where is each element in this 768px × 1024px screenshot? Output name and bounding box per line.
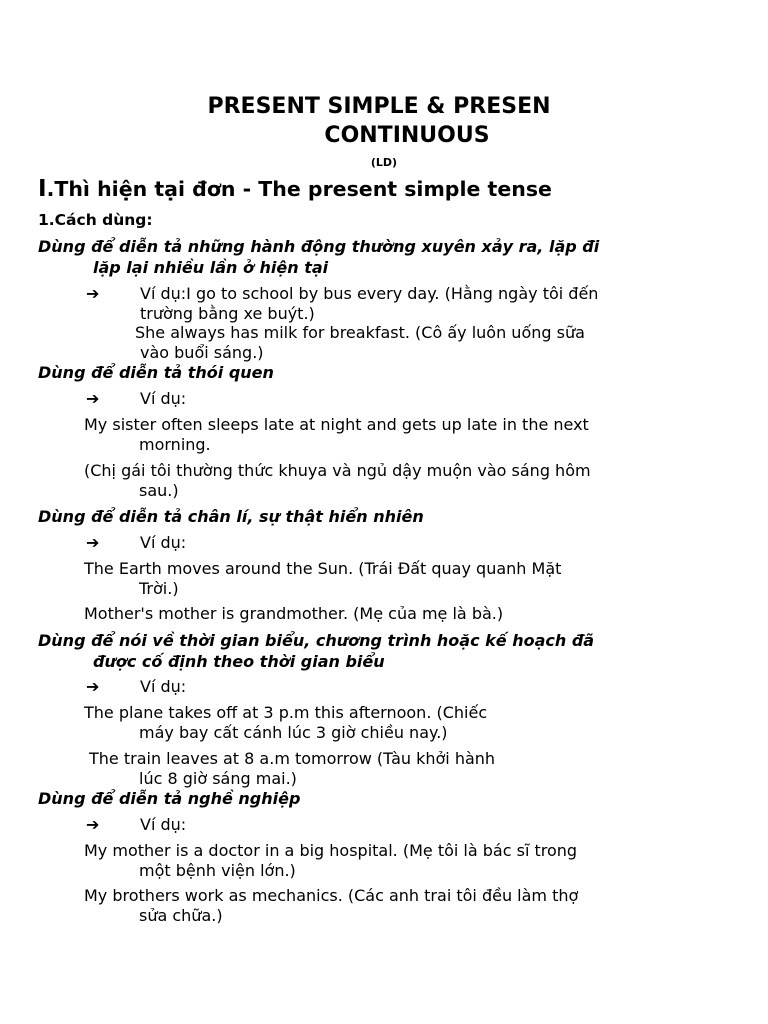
example-5	[84, 559, 561, 599]
example-10	[84, 886, 578, 926]
title-line-1: PRESENT SIMPLE & PRESEN	[207, 94, 551, 119]
example-8-line-2: lúc 8 giờ sáng mai.)	[139, 769, 297, 788]
example-4-line-2: sau.)	[139, 481, 179, 500]
usage-rule-2-line-1: Dùng để diễn tả thói quen	[38, 363, 274, 382]
example-row-5	[86, 815, 186, 835]
section-heading	[38, 176, 552, 202]
example-5-line-2: Trời.)	[139, 579, 179, 598]
example-7-line-2: máy bay cất cánh lúc 3 giờ chiều nay.)	[139, 723, 448, 742]
example-7-line-1: The plane takes off at 3 p.m this afternoon. (Chiếc	[84, 703, 488, 722]
usage-rule-1-line-2: lặp lại nhiều lần ở hiện tại	[93, 258, 329, 277]
heading-roman-numeral: I	[38, 176, 47, 202]
example-4-line-1: (Chị gái tôi thường thức khuya và ngủ dậy muộn vào sáng hôm	[84, 461, 591, 480]
example-3-line-2: morning.	[139, 435, 211, 454]
usage-rule-4-line-2: được cố định theo thời gian biểu	[93, 652, 385, 671]
example-9	[84, 841, 577, 881]
arrow-icon: ➔	[86, 389, 100, 408]
example-1-line-1: Ví dụ:I go to school by bus every day. (Hằng ngày tôi đến	[140, 284, 599, 303]
usage-rule-5	[38, 788, 300, 809]
usage-rule-3-line-1: Dùng để diễn tả chân lí, sự thật hiển nhiên	[38, 507, 424, 526]
example-2-line-1: She always has milk for breakfast. (Cô ấy luôn uống sữa	[135, 323, 585, 342]
vi-du-label: Ví dụ:	[140, 677, 187, 696]
subheading: 1.Cách dùng:	[38, 211, 153, 229]
example-1-line-2: trường bằng xe buýt.)	[140, 304, 315, 323]
vi-du-label: Ví dụ:	[140, 533, 187, 552]
example-row-4	[86, 677, 186, 697]
usage-rule-1	[38, 236, 599, 278]
author-label: (LD)	[370, 156, 398, 169]
arrow-icon: ➔	[86, 284, 100, 303]
example-row-2	[86, 389, 186, 409]
usage-rule-5-line-1: Dùng để diễn tả nghề nghiệp	[38, 789, 301, 808]
example-3	[84, 415, 589, 455]
usage-rule-1-line-1: Dùng để diễn tả những hành động thường xuyên xảy ra, lặp đi	[38, 237, 600, 256]
example-row-1	[86, 284, 598, 304]
example-9-line-2: một bệnh viện lớn.)	[139, 861, 296, 880]
heading-text: .Thì hiện tại đơn - The present simple tense	[46, 177, 552, 201]
arrow-icon: ➔	[86, 677, 100, 696]
example-2-line-2: vào buổi sáng.)	[140, 343, 264, 362]
example-7	[84, 703, 487, 743]
example-8-line-1: The train leaves at 8 a.m tomorrow (Tàu khởi hành	[89, 749, 496, 768]
arrow-icon: ➔	[86, 533, 100, 552]
example-8	[89, 749, 495, 789]
example-9-line-1: My mother is a doctor in a big hospital. (Mẹ tôi là bác sĩ trong	[84, 841, 578, 860]
example-10-line-1: My brothers work as mechanics. (Các anh trai tôi đều làm thợ	[84, 886, 579, 905]
usage-rule-2	[38, 362, 274, 383]
example-10-line-2: sửa chữa.)	[139, 906, 223, 925]
arrow-icon: ➔	[86, 815, 100, 834]
usage-rule-4	[38, 630, 594, 672]
vi-du-label: Ví dụ:	[140, 389, 187, 408]
usage-rule-4-line-1: Dùng để nói về thời gian biểu, chương trình hoặc kế hoạch đã	[38, 631, 595, 650]
example-row-3	[86, 533, 186, 553]
usage-rule-3	[38, 506, 424, 527]
example-4	[84, 461, 591, 501]
vi-du-label: Ví dụ:	[140, 815, 187, 834]
title-line-2: CONTINUOUS	[324, 123, 490, 148]
example-3-line-1: My sister often sleeps late at night and gets up late in the next	[84, 415, 589, 434]
example-6-line-1: Mother's mother is grandmother. (Mẹ của mẹ là bà.)	[84, 604, 504, 623]
example-5-line-1: The Earth moves around the Sun. (Trái Đất quay quanh Mặt	[84, 559, 562, 578]
